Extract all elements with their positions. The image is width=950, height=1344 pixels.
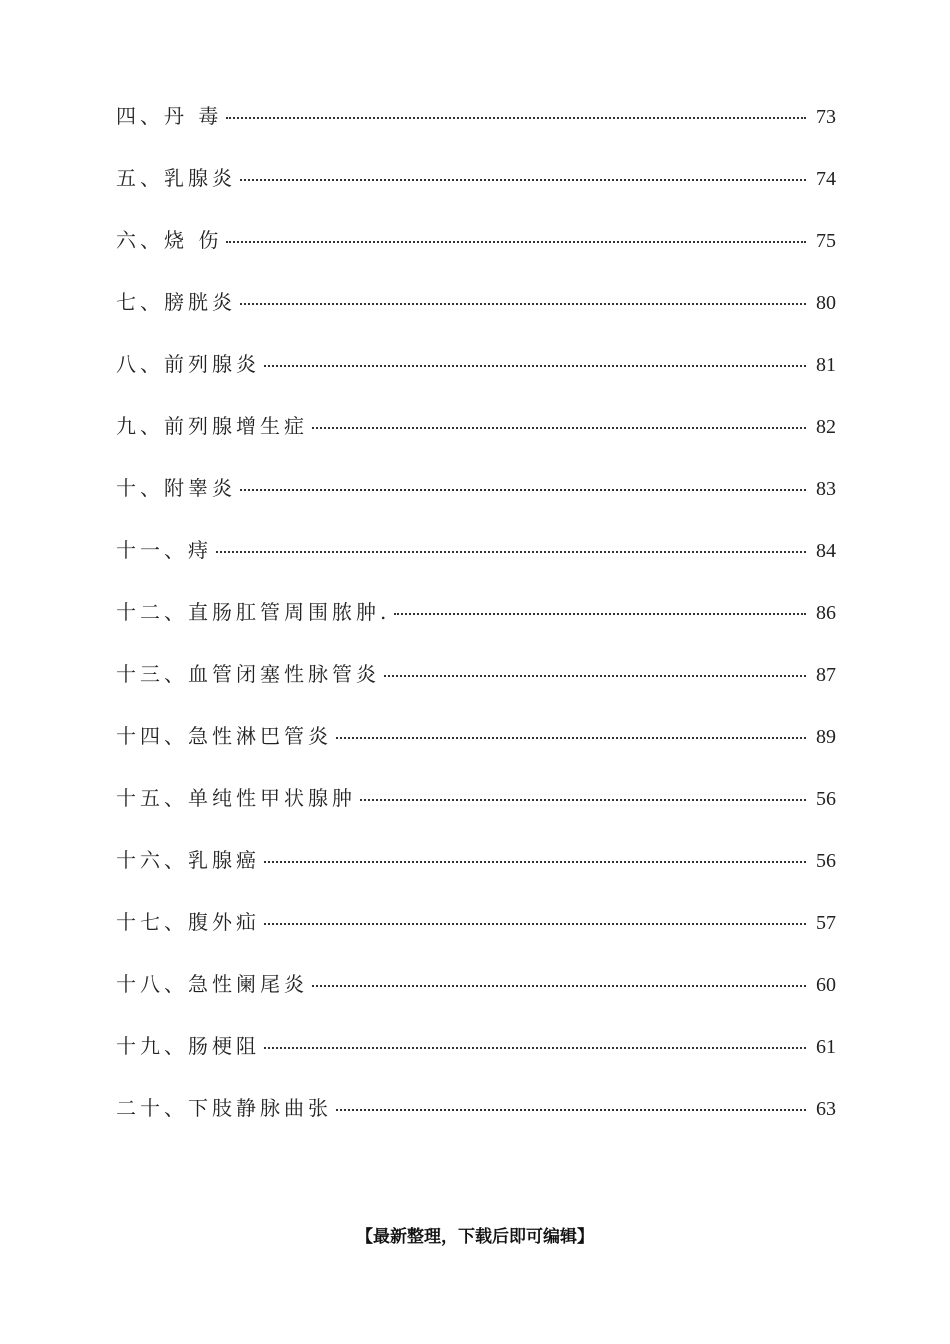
toc-entry-page-number: 89 xyxy=(816,726,836,748)
toc-entry-page-number: 60 xyxy=(816,974,836,996)
toc-entry[interactable] xyxy=(116,534,836,596)
toc-dot-leader xyxy=(240,489,806,491)
toc-entry-page-number: 56 xyxy=(816,850,836,872)
toc-entry-page-number: 61 xyxy=(816,1036,836,1058)
toc-entry-title: 七、膀胱炎 xyxy=(116,290,236,314)
toc-entry[interactable] xyxy=(116,844,836,906)
toc-entry-title: 九、前列腺增生症 xyxy=(116,414,308,438)
toc-entry-page-number: 83 xyxy=(816,478,836,500)
toc-entry-title: 十九、肠梗阻 xyxy=(116,1034,260,1058)
toc-entry[interactable] xyxy=(116,782,836,844)
toc-dot-leader xyxy=(240,179,806,181)
toc-entry-title: 十、附睾炎 xyxy=(116,476,236,500)
toc-entry-page-number: 75 xyxy=(816,230,836,252)
toc-entry-page-number: 73 xyxy=(816,106,836,128)
toc-entry[interactable] xyxy=(116,968,836,1030)
toc-entry[interactable] xyxy=(116,906,836,968)
toc-dot-leader xyxy=(240,303,806,305)
toc-dot-leader xyxy=(312,427,806,429)
toc-entry-title: 八、前列腺炎 xyxy=(116,352,260,376)
toc-entry-page-number: 86 xyxy=(816,602,836,624)
toc-entry-page-number: 87 xyxy=(816,664,836,686)
toc-entry-title: 十五、单纯性甲状腺肿 xyxy=(116,786,356,810)
toc-dot-leader xyxy=(336,1109,806,1111)
toc-dot-leader xyxy=(216,551,806,553)
toc-entry-page-number: 80 xyxy=(816,292,836,314)
footer-note: 【最新整理，下载后即可编辑】 xyxy=(356,1227,594,1247)
toc-entry-title: 四、丹 毒 xyxy=(116,104,223,128)
toc-entry-page-number: 81 xyxy=(816,354,836,376)
table-of-contents xyxy=(116,100,836,1154)
toc-entry[interactable] xyxy=(116,100,836,162)
toc-entry-title: 六、烧 伤 xyxy=(116,228,223,252)
toc-entry-page-number: 82 xyxy=(816,416,836,438)
toc-dot-leader xyxy=(264,923,806,925)
toc-entry-title: 十七、腹外疝 xyxy=(116,910,260,934)
toc-entry[interactable] xyxy=(116,658,836,720)
toc-dot-leader xyxy=(226,241,806,243)
toc-entry-title: 十六、乳腺癌 xyxy=(116,848,260,872)
toc-entry-title: 二十、下肢静脉曲张 xyxy=(116,1096,332,1120)
toc-entry[interactable] xyxy=(116,286,836,348)
toc-entry[interactable] xyxy=(116,410,836,472)
toc-dot-leader xyxy=(394,613,806,615)
toc-entry-page-number: 84 xyxy=(816,540,836,562)
toc-entry[interactable] xyxy=(116,596,836,658)
toc-entry[interactable] xyxy=(116,472,836,534)
toc-entry[interactable] xyxy=(116,720,836,782)
toc-entry-title: 十二、直肠肛管周围脓肿. xyxy=(116,600,391,624)
toc-entry-title: 十八、急性阑尾炎 xyxy=(116,972,308,996)
toc-entry-page-number: 57 xyxy=(816,912,836,934)
toc-entry-title: 十一、痔 xyxy=(116,538,212,562)
toc-entry[interactable] xyxy=(116,224,836,286)
toc-entry[interactable] xyxy=(116,348,836,410)
toc-entry[interactable] xyxy=(116,162,836,224)
toc-dot-leader xyxy=(360,799,806,801)
toc-entry-page-number: 74 xyxy=(816,168,836,190)
toc-dot-leader xyxy=(264,861,806,863)
toc-entry-title: 十四、急性淋巴管炎 xyxy=(116,724,332,748)
toc-entry-page-number: 63 xyxy=(816,1098,836,1120)
toc-dot-leader xyxy=(312,985,806,987)
toc-dot-leader xyxy=(264,1047,806,1049)
toc-entry-title: 十三、血管闭塞性脉管炎 xyxy=(116,662,380,686)
toc-dot-leader xyxy=(336,737,806,739)
toc-dot-leader xyxy=(226,117,806,119)
toc-dot-leader xyxy=(384,675,806,677)
toc-entry-title: 五、乳腺炎 xyxy=(116,166,236,190)
toc-entry[interactable] xyxy=(116,1030,836,1092)
toc-entry[interactable] xyxy=(116,1092,836,1154)
toc-entry-page-number: 56 xyxy=(816,788,836,810)
toc-dot-leader xyxy=(264,365,806,367)
